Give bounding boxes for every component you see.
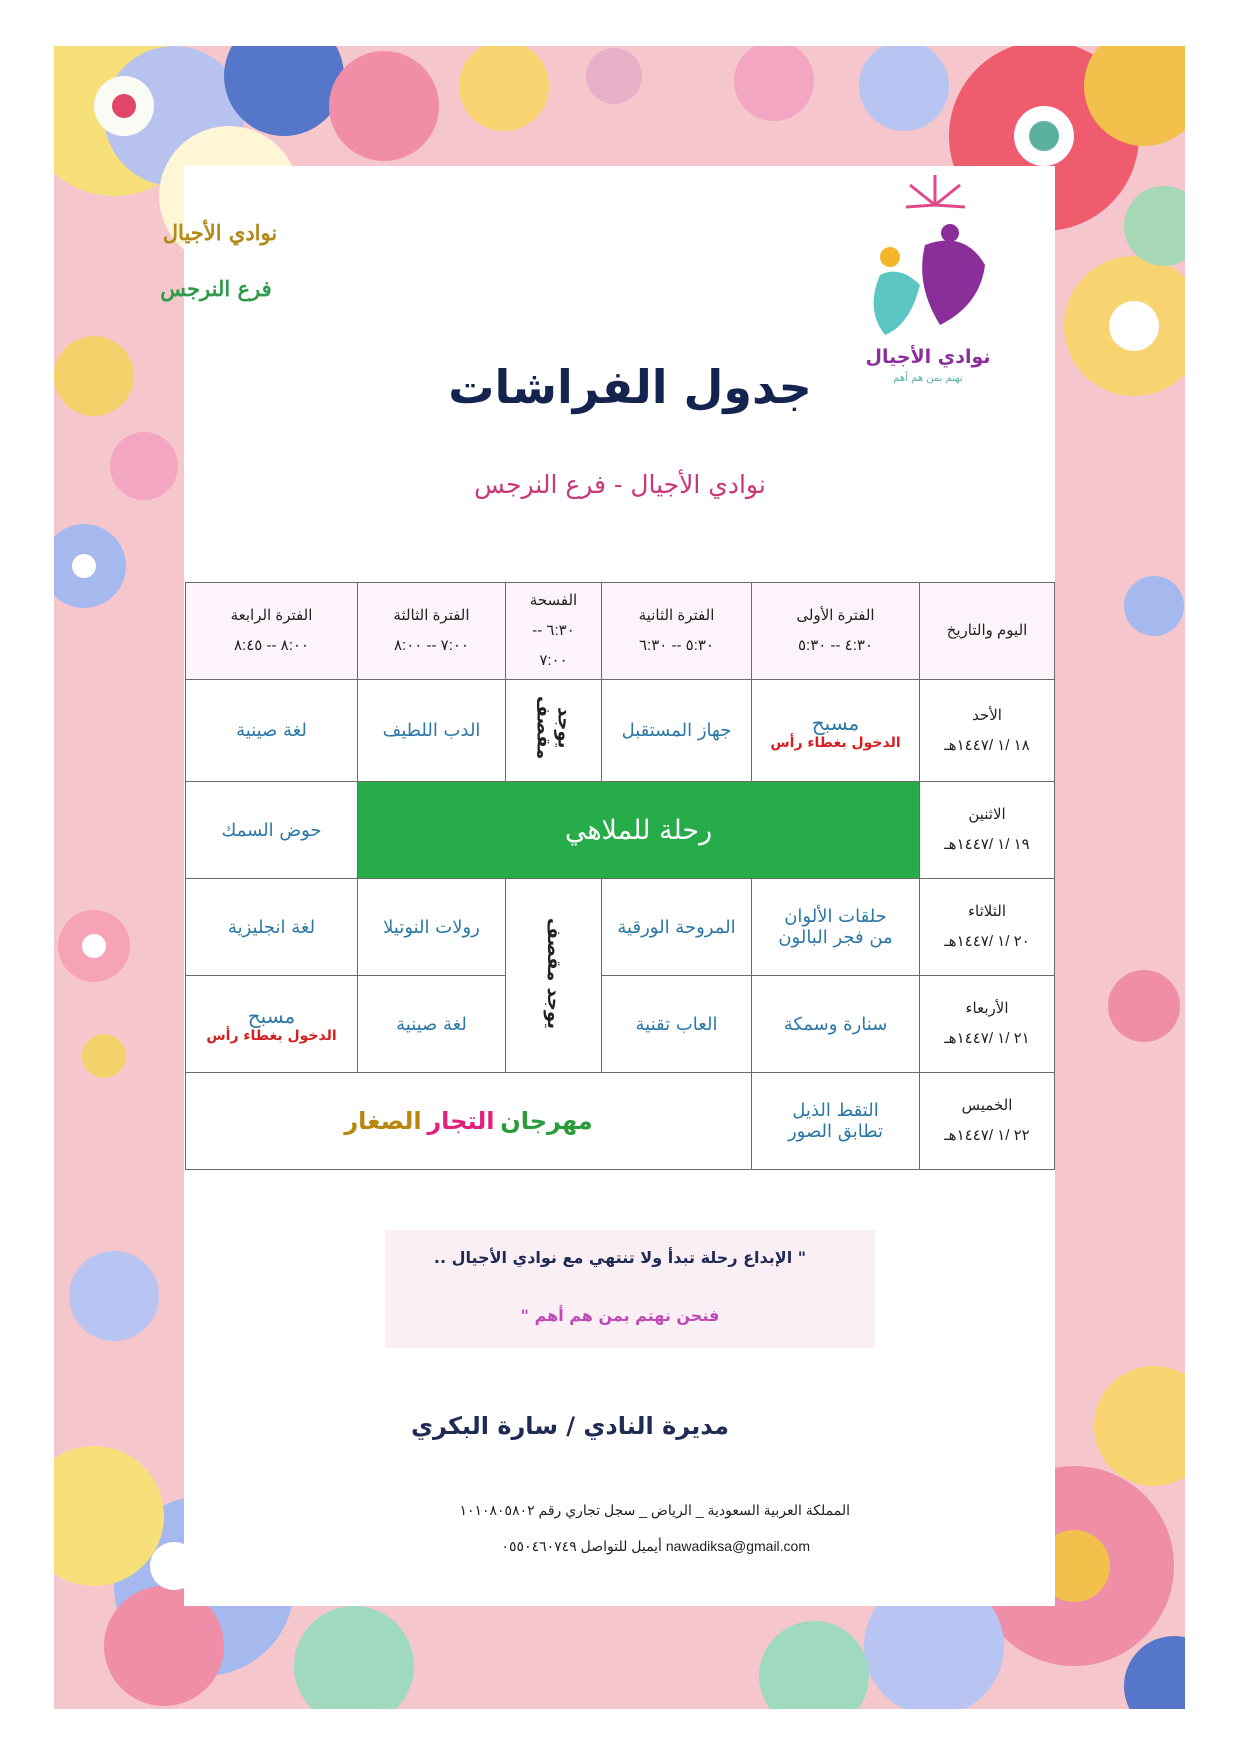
activity-cell: المروحة الورقية [602,879,752,976]
activity-cell: مسبح الدخول بغطاء رأس [752,680,920,782]
manager-signature: مديرة النادي / سارة البكري [411,1412,729,1440]
activity-cell: لغة صينية [358,976,506,1073]
activity-cell: حوض السمك [186,782,358,879]
break-cell: يوجد مقصف [506,680,602,782]
table-row [186,976,1055,1073]
day-cell: الأحد ١٨ /١ /١٤٤٧هـ [920,680,1055,782]
header-day: اليوم والتاريخ [920,583,1055,680]
header-period-3: الفترة الثالثة ٧:٠٠ -- ٨:٠٠ [358,583,506,680]
table-header-row [186,583,1055,680]
table-row [186,879,1055,976]
logo-burst-icon [906,175,965,207]
festival-word-1: مهرجان [500,1107,593,1135]
activity-cell: رولات النوتيلا [358,879,506,976]
activity-cell: مسبح الدخول بغطاء رأس [186,976,358,1073]
activity-cell: لغة انجليزية [186,879,358,976]
activity-cell: التقط الذيل تطابق الصور [752,1073,920,1170]
festival-cell [186,1073,752,1170]
club-logo [840,165,1015,390]
logo-dot-icon [880,247,900,267]
festival-word-2: التجار [427,1107,495,1135]
header-period-2: الفترة الثانية ٥:٣٠ -- ٦:٣٠ [602,583,752,680]
table-row [186,782,1055,879]
activity-cell: سنارة وسمكة [752,976,920,1073]
club-name: نوادي الأجيال [162,220,278,245]
activity-cell: لغة صينية [186,680,358,782]
day-cell: الثلاثاء ٢٠ /١ /١٤٤٧هـ [920,879,1055,976]
header-period-1: الفترة الأولى ٤:٣٠ -- ٥:٣٠ [752,583,920,680]
trip-cell: رحلة للملاهي [358,782,920,879]
quote-box [385,1230,875,1348]
page-subtitle: نوادي الأجيال - فرع النرجس [474,470,766,499]
logo-figure-icon [922,241,985,326]
activity-cell: العاب تقنية [602,976,752,1073]
logo-text: نوادي الأجيال [865,346,991,368]
day-cell: الخميس ٢٢ /١ /١٤٤٧هـ [920,1073,1055,1170]
contact-line: nawadiksa@gmail.com أيميل للتواصل ٠٥٥٠٤٦٠٧٤٩ [501,1538,810,1554]
header-period-4: الفترة الرابعة ٨:٠٠ -- ٨:٤٥ [186,583,358,680]
activity-cell: الدب اللطيف [358,680,506,782]
quote-line-2: فنحن نهتم بمن هم أهم " [520,1306,720,1325]
page-title: جدول الفراشات [448,360,812,414]
header-break: الفسحة ٦:٣٠ -- ٧:٠٠ [506,583,602,680]
schedule-table [185,582,1055,1170]
logo-tagline: نهتم بمن هم أهم [893,373,963,384]
break-cell: يوجد مقصف [506,879,602,1073]
table-row [186,1073,1055,1170]
activity-cell: حلقات الألوان من فجر البالون [752,879,920,976]
day-cell: الاثنين ١٩ /١ /١٤٤٧هـ [920,782,1055,879]
festival-word-3: الصغار [344,1107,422,1135]
logo-child-icon [874,272,920,335]
branch-name: فرع النرجس [160,276,272,301]
day-cell: الأربعاء ٢١ /١ /١٤٤٧هـ [920,976,1055,1073]
address-line: المملكة العربية السعودية _ الرياض _ سجل تجاري رقم ١٠١٠٨٠٥٨٠٢ [459,1502,850,1518]
table-row [186,680,1055,782]
quote-line-1: " الإبداع رحلة تبدأ ولا تنتهي مع نوادي الأجيال .. [433,1248,807,1267]
activity-cell: جهاز المستقبل [602,680,752,782]
